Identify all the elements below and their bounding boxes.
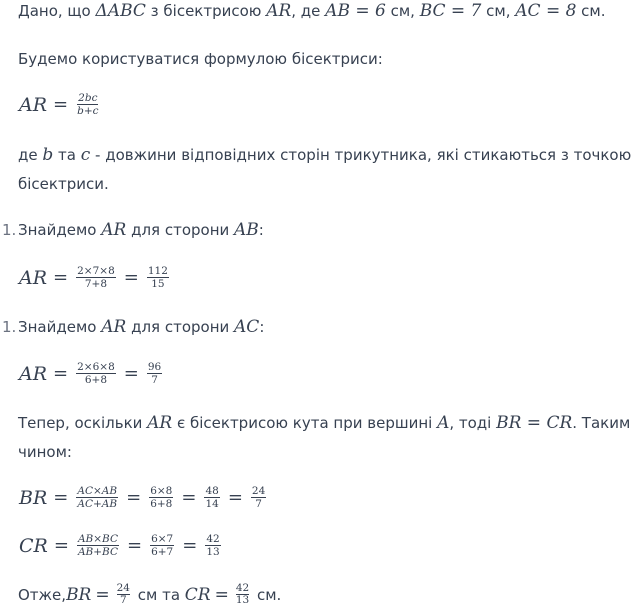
fraction xyxy=(236,583,249,606)
text: см та xyxy=(132,585,185,604)
ar-math: AR xyxy=(101,317,127,337)
numerator: 42 xyxy=(235,582,250,594)
numerator: 6×8 xyxy=(150,485,173,497)
conclusion-line: Отже, BR = $\frac{24}{7}$ см та CR = $\frac{42}{13}$ см. xyxy=(18,582,282,606)
fraction xyxy=(149,485,173,510)
denominator: 7 xyxy=(151,374,158,386)
equation-lhs: AR xyxy=(19,266,48,289)
numerator: 2×6×8 xyxy=(77,361,115,373)
denominator: AC+AB xyxy=(77,498,118,510)
fraction xyxy=(205,533,220,558)
step-1-equation: AR = $\frac{2\times 7\times 8}{7+8}$ = $\frac{112}{15}$ xyxy=(19,265,168,290)
numerator: 42 xyxy=(206,533,220,545)
formula-lhs: AR xyxy=(19,93,48,116)
fraction xyxy=(76,265,116,290)
denominator: 6+8 xyxy=(84,374,108,386)
step-2-equation: AR = $\frac{2\times 6\times 8}{6+8}$ = $\frac{96}{7}$ xyxy=(19,361,162,386)
given-line xyxy=(18,0,606,22)
formula-fraction xyxy=(76,92,99,117)
numerator: 24 xyxy=(116,582,130,594)
equation-lhs: BR xyxy=(19,486,48,509)
list-marker: 1. xyxy=(2,318,17,336)
side-math: AC xyxy=(234,317,260,337)
triangle-math: ΔABC xyxy=(95,1,146,21)
description-line-1 xyxy=(18,144,631,166)
text: , тоді xyxy=(449,414,497,432)
fraction xyxy=(147,361,162,386)
bisector-formula: AR = $\frac{2bc}{b+c}$ xyxy=(19,92,99,117)
numerator: 112 xyxy=(147,265,168,277)
denominator: 7 xyxy=(255,498,262,510)
text: Знайдемо xyxy=(18,318,102,336)
denominator: AB+BC xyxy=(77,546,118,558)
fraction xyxy=(150,533,174,558)
denominator: b+c xyxy=(77,105,99,117)
text: є бісектрисою кута при вершині xyxy=(172,414,438,432)
denominator: 15 xyxy=(151,278,165,290)
fraction xyxy=(76,485,118,510)
numerator: 2bc xyxy=(78,92,98,104)
numerator: 96 xyxy=(147,361,162,373)
bc-value: BC = 7 xyxy=(419,1,482,21)
then-line-1 xyxy=(18,412,630,434)
denominator: 13 xyxy=(235,594,250,606)
text: Дано, що xyxy=(18,2,96,20)
ar-math: AR xyxy=(147,413,173,433)
ac-value: AC = 8 xyxy=(515,1,577,21)
text: та xyxy=(53,146,81,164)
numerator: AB×BC xyxy=(77,533,118,545)
unit: см, xyxy=(385,2,420,20)
cr-math: CR xyxy=(184,584,211,605)
fraction xyxy=(251,485,266,510)
text: : xyxy=(258,221,264,239)
text: Знайдемо xyxy=(18,221,102,239)
description-line-2: бісектриси. xyxy=(18,175,109,193)
c-math: c xyxy=(80,145,91,165)
fraction xyxy=(76,361,116,386)
text: Отже, xyxy=(18,585,67,604)
list-marker: 1. xyxy=(2,221,17,239)
side-math: AB xyxy=(234,220,259,240)
fraction xyxy=(204,485,219,510)
text: для сторони xyxy=(126,318,235,336)
denominator: 6+8 xyxy=(150,498,173,510)
cr-equation: CR = $\frac{AB\times BC}{AB+BC}$ = $\frac{6\times 7}{6+7}$ = $\frac{42}{13}$ xyxy=(19,533,220,558)
text: . Таким xyxy=(572,414,631,432)
ar-math: AR xyxy=(101,220,127,240)
text: см. xyxy=(252,585,282,604)
fraction xyxy=(77,533,119,558)
denominator: 7 xyxy=(119,594,127,606)
text: Тепер, оскільки xyxy=(18,414,148,432)
ar-math: AR xyxy=(266,1,292,21)
denominator: 14 xyxy=(205,498,219,510)
then-line-2: чином: xyxy=(18,443,72,461)
br-math: BR xyxy=(66,584,92,605)
text: з бісектрисою xyxy=(145,2,267,20)
text: : xyxy=(259,318,265,336)
fraction xyxy=(117,583,130,606)
equation-lhs: CR xyxy=(19,534,48,557)
br-equation: BR = $\frac{AC\times AB}{AC+AB}$ = $\frac{6\times 8}{6+8}$ = $\frac{48}{14}$ = $\frac{24}{7}$ xyxy=(19,485,266,510)
text: де xyxy=(18,146,43,164)
numerator: 2×7×8 xyxy=(77,265,115,277)
numerator: AC×AB xyxy=(77,485,118,497)
text: - довжини відповідних сторін трикутника, які стикаються з точкою xyxy=(90,146,631,164)
unit: см. xyxy=(576,2,606,20)
equality-math: BR = CR xyxy=(496,413,573,433)
step-2-heading xyxy=(2,316,265,338)
numerator: 6×7 xyxy=(151,533,174,545)
numerator: 48 xyxy=(205,485,219,497)
vertex-math: A xyxy=(437,413,450,433)
formula-intro: Будемо користуватися формулою бісектриси: xyxy=(18,50,383,68)
fraction xyxy=(147,265,169,290)
b-math: b xyxy=(42,145,54,165)
denominator: 6+7 xyxy=(151,546,174,558)
text: , де xyxy=(291,2,326,20)
denominator: 13 xyxy=(206,546,220,558)
equation-lhs: AR xyxy=(19,362,48,385)
ab-value: AB = 6 xyxy=(325,1,386,21)
step-1-heading xyxy=(2,219,264,241)
numerator: 24 xyxy=(251,485,266,497)
denominator: 7+8 xyxy=(84,278,108,290)
text: для сторони xyxy=(126,221,235,239)
unit: см, xyxy=(481,2,516,20)
